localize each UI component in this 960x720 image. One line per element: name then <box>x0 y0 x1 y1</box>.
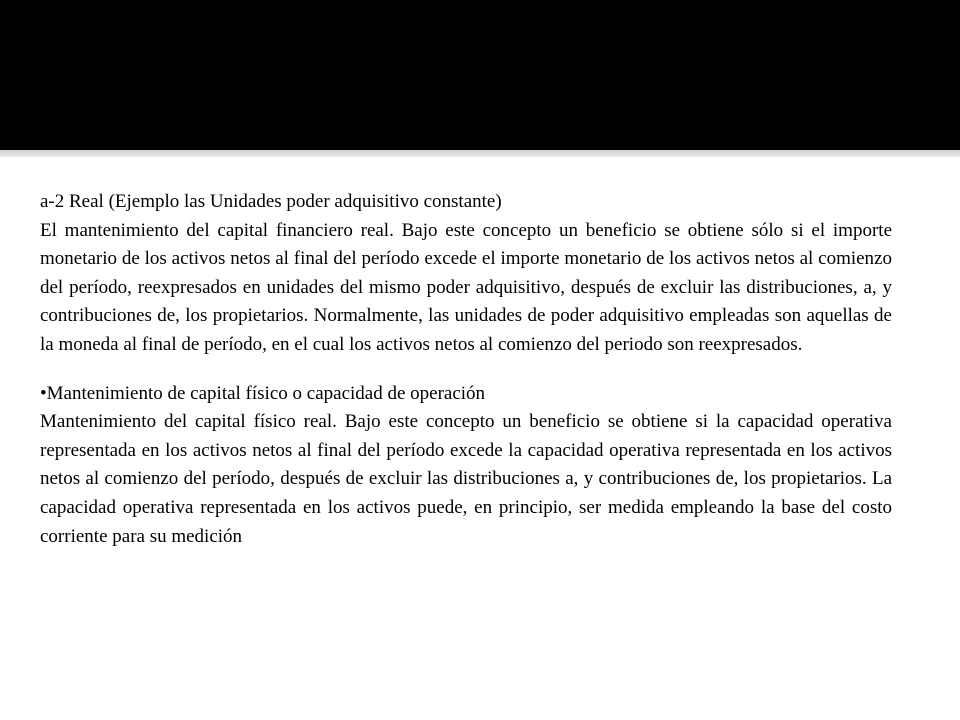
section-fisico-heading: •Mantenimiento de capital físico o capacidad de operación <box>40 382 486 404</box>
slide-content <box>40 188 892 551</box>
title-band-rule <box>0 150 960 157</box>
title-band <box>0 0 960 150</box>
section-gap <box>40 360 892 380</box>
section-a2-heading: a-2 Real (Ejemplo las Unidades poder adquisitivo constante) <box>40 191 502 212</box>
section-fisico-body: Mantenimiento del capital físico real. Bajo este concepto un beneficio se obtiene si la capacidad operativa representada en los activos netos al final del período excede la capacidad operativa representada en los activos netos al comienzo del período, después de excluir las distribuciones a, y contribuciones de, los propietarios. La capacidad operativa representada en los activos puede, en principio, ser medida empleando la base del costo corriente para su medición <box>40 411 892 547</box>
section-a2-body: El mantenimiento del capital financiero real. Bajo este concepto un beneficio se obtiene sólo si el importe monetario de los activos netos al final del período excede el importe monetario de los activos netos al comienzo del período, reexpresados en unidades del mismo poder adquisitivo, después de excluir las distribuciones, a, y contribuciones de, los propietarios. Normalmente, las unidades de poder adquisitivo empleadas son aquellas de la moneda al final de período, en el cual los activos netos al comienzo del periodo son reexpresados. <box>40 219 892 355</box>
